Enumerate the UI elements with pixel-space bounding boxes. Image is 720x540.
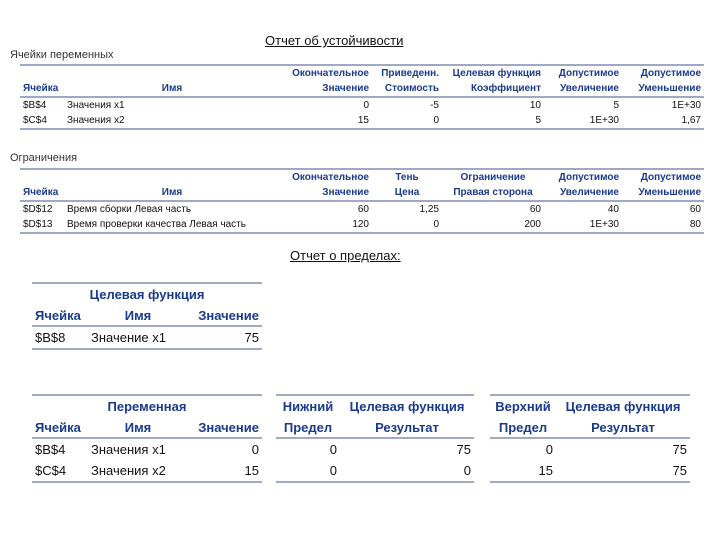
header-final-value: Окончательное <box>292 172 369 183</box>
cell: Время сборки Левая часть <box>67 204 192 215</box>
cell: 0 <box>363 100 369 111</box>
header-limit: Предел <box>283 419 333 435</box>
header-reduced-cost: Приведенн. <box>381 68 439 79</box>
cell: 5 <box>613 100 619 111</box>
header-result: Результат <box>375 419 439 435</box>
header-final-value: Окончательное <box>292 68 369 79</box>
header-allowable-increase: Допустимое <box>558 68 619 79</box>
variable-header-row-bottom <box>20 81 704 97</box>
header-lower: Нижний <box>282 399 334 414</box>
header-constraint: Ограничение <box>460 172 526 183</box>
header-upper: Верхний <box>495 399 551 414</box>
cell: 5 <box>535 115 541 126</box>
variables-group-row <box>32 395 262 417</box>
upper-header-row-top <box>490 395 690 417</box>
upper-header-row-bottom <box>490 417 690 438</box>
table-row <box>32 460 262 482</box>
header-cell: Ячейка <box>35 419 81 435</box>
cell: Значения х2 <box>67 115 125 126</box>
cell: Значения х1 <box>91 442 166 457</box>
cell: $D$12 <box>23 204 53 215</box>
objective-group-header: Целевая функция <box>89 287 205 302</box>
cell: 60 <box>357 204 369 215</box>
header-coefficient: Коэффициент <box>470 83 541 94</box>
header-value: Значение <box>322 83 369 94</box>
lower-header-row-bottom <box>276 417 474 438</box>
variables-limits-table <box>32 394 262 483</box>
upper-limit-table <box>490 394 690 483</box>
limits-report-title: Отчет о пределах: <box>290 248 401 263</box>
cell: 75 <box>456 442 471 457</box>
cell: 1,25 <box>419 204 439 215</box>
cell: 0 <box>463 463 471 478</box>
header-value: Значение <box>198 307 259 323</box>
variable-header-row-top <box>20 65 704 81</box>
header-cell <box>20 65 64 81</box>
constraints-header-row-bottom <box>20 185 704 201</box>
cell: 0 <box>251 442 259 457</box>
cell: -5 <box>430 100 439 111</box>
header-cell: Ячейка <box>35 307 81 323</box>
table-row <box>276 438 474 460</box>
header-price: Цена <box>394 187 420 198</box>
header-cell <box>20 169 64 185</box>
cell: 1E+30 <box>589 219 619 230</box>
cell: Время проверки качества Левая часть <box>67 219 246 230</box>
table-row <box>490 438 690 460</box>
objective-header-row <box>32 305 262 326</box>
header-value: Значение <box>322 187 369 198</box>
table-row <box>32 326 262 349</box>
cell: 0 <box>433 115 439 126</box>
cell: 0 <box>433 219 439 230</box>
header-allowable-decrease: Допустимое <box>640 172 701 183</box>
header-limit: Предел <box>498 419 548 435</box>
constraints-header-row-top <box>20 169 704 185</box>
objective-group-row <box>32 283 262 305</box>
cell: 15 <box>538 463 553 478</box>
constraints-table <box>20 168 704 234</box>
header-increase: Увеличение <box>559 187 619 198</box>
cell: 1E+30 <box>589 115 619 126</box>
header-allowable-decrease: Допустимое <box>640 68 701 79</box>
cell: $C$4 <box>23 115 47 126</box>
cell: 200 <box>524 219 541 230</box>
lower-header-row-top <box>276 395 474 417</box>
cell: 0 <box>329 442 337 457</box>
cell: 75 <box>244 330 259 345</box>
cell: 1E+30 <box>671 100 701 111</box>
variables-group-header: Переменная <box>107 399 187 414</box>
header-name: Имя <box>161 187 183 198</box>
header-objective-coefficient: Целевая функция <box>452 68 541 79</box>
header-cell: Ячейка <box>23 83 59 94</box>
cell: 10 <box>529 100 541 111</box>
header-decrease: Уменьшение <box>638 187 701 198</box>
header-allowable-increase: Допустимое <box>558 172 619 183</box>
cell: $C$4 <box>35 463 67 478</box>
lower-limit-table <box>276 394 474 483</box>
header-cell: Ячейка <box>23 187 59 198</box>
cell: Значение х1 <box>91 330 166 345</box>
header-decrease: Уменьшение <box>638 83 701 94</box>
header-cell <box>64 65 280 81</box>
cell: Значения х1 <box>67 100 125 111</box>
cell: 15 <box>244 463 259 478</box>
table-row <box>32 438 262 460</box>
cell: 15 <box>357 115 369 126</box>
header-objective: Целевая функция <box>565 399 681 414</box>
header-cost: Стоимость <box>384 83 439 94</box>
header-name: Имя <box>124 307 152 323</box>
constraints-section-label: Ограничения <box>10 152 78 164</box>
objective-table <box>32 282 262 350</box>
table-row <box>20 113 704 129</box>
table-row <box>20 217 704 233</box>
cell: Значения х2 <box>91 463 166 478</box>
cell: 40 <box>607 204 619 215</box>
cell: 120 <box>352 219 369 230</box>
cell: $B$4 <box>35 442 66 457</box>
cell: 0 <box>545 442 553 457</box>
variable-cells-table <box>20 64 704 130</box>
header-cell <box>64 169 280 185</box>
table-row <box>20 97 704 113</box>
cell: 0 <box>329 463 337 478</box>
cell: 80 <box>689 219 701 230</box>
cell: 75 <box>672 463 687 478</box>
table-row <box>490 460 690 482</box>
header-increase: Увеличение <box>559 83 619 94</box>
variable-cells-section-label: Ячейки переменных <box>10 49 114 61</box>
cell: 1,67 <box>681 115 701 126</box>
header-name: Имя <box>161 83 183 94</box>
variables-header-row <box>32 417 262 438</box>
sensitivity-report-title: Отчет об устойчивости <box>265 33 404 48</box>
header-shadow: Тень <box>395 172 419 183</box>
header-rhs: Правая сторона <box>453 187 533 198</box>
header-objective: Целевая функция <box>349 399 465 414</box>
cell: 60 <box>529 204 541 215</box>
table-row <box>20 201 704 217</box>
cell: $B$4 <box>23 100 47 111</box>
cell: 60 <box>689 204 701 215</box>
cell: 75 <box>672 442 687 457</box>
table-row <box>276 460 474 482</box>
header-value: Значение <box>198 419 259 435</box>
cell: $D$13 <box>23 219 53 230</box>
header-name: Имя <box>124 419 152 435</box>
header-result: Результат <box>591 419 655 435</box>
cell: $B$8 <box>35 330 66 345</box>
